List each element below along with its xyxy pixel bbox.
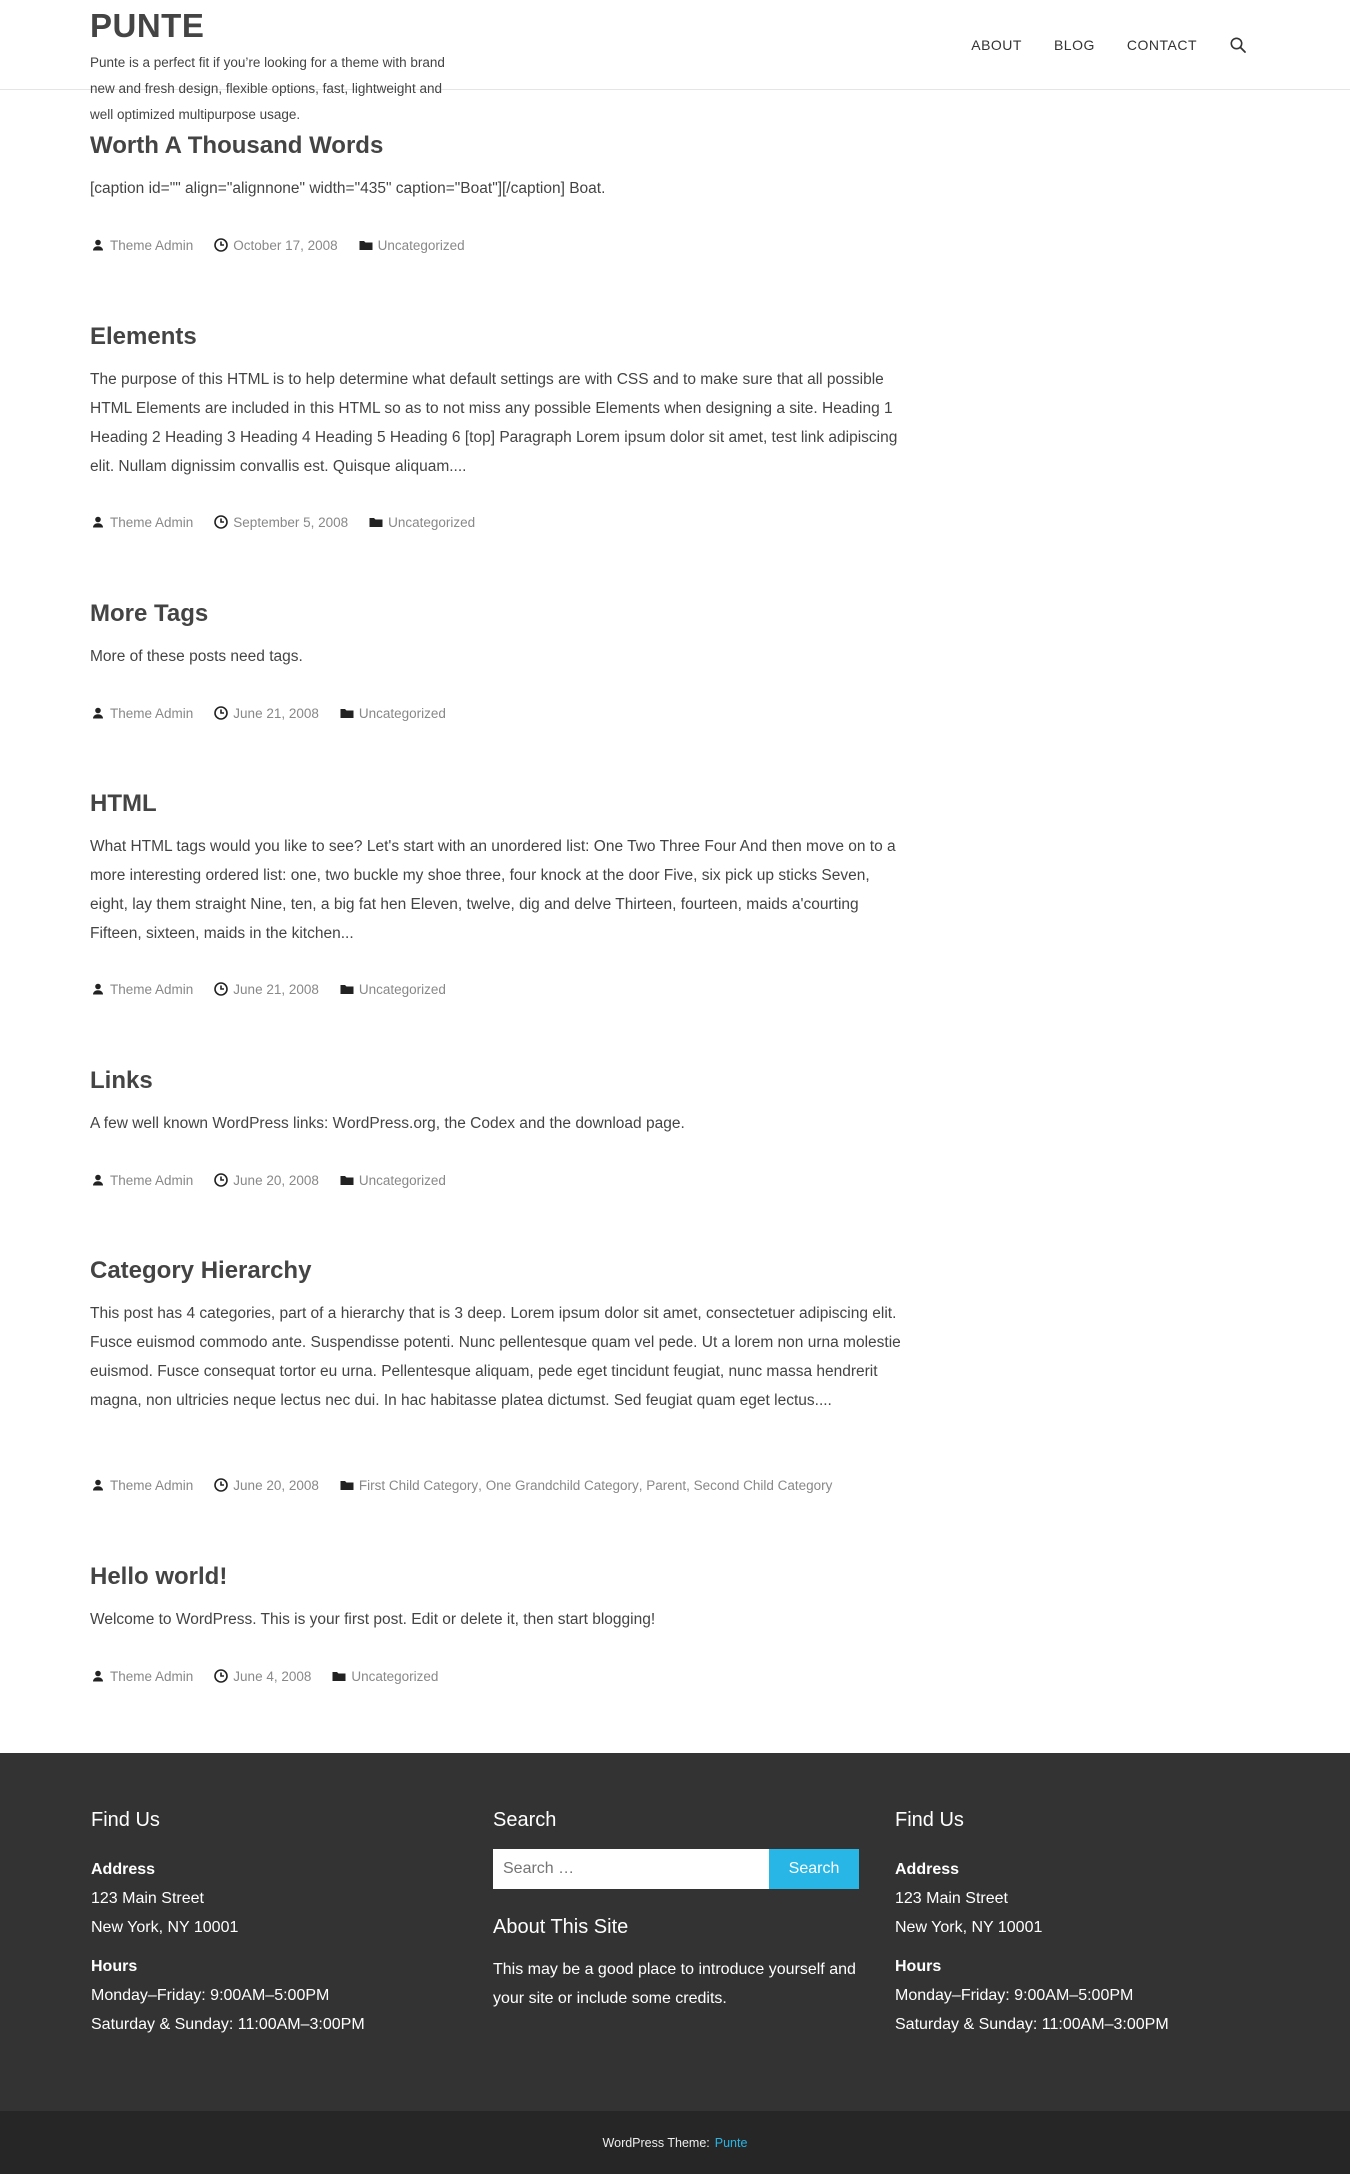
address-label: Address — [895, 1861, 960, 1878]
date-link[interactable]: June 20, 2008 — [233, 1477, 319, 1493]
widget-title: Find Us — [895, 1809, 964, 1831]
category-link[interactable]: Uncategorized — [351, 1668, 439, 1684]
site-title[interactable]: PUNTE — [90, 7, 205, 44]
post-item — [90, 131, 910, 253]
post-item — [90, 599, 910, 721]
post-categories — [331, 1668, 438, 1684]
folder-icon — [368, 514, 388, 530]
post-excerpt: More of these posts need tags. — [90, 648, 303, 665]
post-title[interactable]: Hello world! — [90, 1563, 228, 1590]
folder-icon — [339, 981, 359, 997]
post-date — [213, 514, 348, 530]
search-button[interactable]: Search — [769, 1849, 859, 1889]
post-author — [90, 514, 193, 530]
post-categories — [339, 1477, 833, 1493]
clock-icon — [213, 705, 233, 721]
site-info — [0, 2111, 1350, 2174]
folder-icon — [339, 1477, 359, 1493]
post-categories — [358, 237, 465, 253]
category-link[interactable]: Uncategorized — [377, 237, 465, 253]
address-label: Address — [91, 1861, 156, 1878]
author-link[interactable]: Theme Admin — [110, 981, 194, 997]
widget-title: Find Us — [91, 1809, 160, 1831]
clock-icon — [213, 514, 233, 530]
post-meta — [90, 1668, 458, 1684]
site-branding — [90, 8, 490, 128]
post-categories — [339, 1172, 446, 1188]
post-item — [90, 1256, 910, 1493]
folder-icon — [339, 1172, 359, 1188]
author-link[interactable]: Theme Admin — [110, 1172, 194, 1188]
widget-find-us-right — [895, 1808, 1275, 2039]
post-meta — [90, 514, 495, 530]
user-icon — [90, 514, 110, 530]
post-date — [213, 1477, 319, 1493]
date-link[interactable]: October 17, 2008 — [233, 237, 338, 253]
post-categories — [368, 514, 475, 530]
main-navigation — [971, 36, 1247, 54]
about-text: This may be a good place to introduce yourself and your site or include some credits. — [493, 1961, 856, 2007]
post-meta — [90, 1477, 852, 1493]
post-author — [90, 1172, 193, 1188]
hours-label: Hours — [895, 1958, 942, 1975]
category-link[interactable]: Uncategorized — [358, 1172, 446, 1188]
site-description: Punte is a perfect fit if you’re looking for a theme with brand new and fresh design, flexible options, fast, lightweight and well optimized multipurpose usage. — [90, 55, 445, 122]
hours-line: Saturday & Sunday: 11:00AM–3:00PM — [91, 2016, 365, 2033]
post-excerpt: What HTML tags would you like to see? Let's start with an unordered list: One Two Three Four And then move on to a more interesting ordered list: one, two buckle my shoe three, four knock at the door Five, six pick up sticks Seven, eight, lay them straight Nine, ten, a big fat hen Eleven, twelve, dig and delve Thirteen, fourteen, maids a'courting Fifteen, sixteen, maids in the kitchen... — [90, 838, 896, 942]
category-separator: , — [686, 1477, 694, 1493]
user-icon — [90, 1668, 110, 1684]
clock-icon — [213, 237, 233, 253]
post-categories — [339, 981, 446, 997]
category-link[interactable]: Uncategorized — [358, 705, 446, 721]
credit-text: WordPress Theme: — [602, 2135, 710, 2150]
search-form — [493, 1849, 873, 1889]
search-input[interactable] — [493, 1849, 769, 1889]
post-author — [90, 705, 193, 721]
post-title[interactable]: More Tags — [90, 600, 209, 627]
date-link[interactable]: June 20, 2008 — [233, 1172, 319, 1188]
category-link[interactable]: Second Child Category — [693, 1477, 833, 1493]
clock-icon — [213, 1668, 233, 1684]
folder-icon — [331, 1668, 351, 1684]
category-link[interactable]: Uncategorized — [358, 981, 446, 997]
date-link[interactable]: June 4, 2008 — [233, 1668, 312, 1684]
author-link[interactable]: Theme Admin — [110, 1668, 194, 1684]
address-line: New York, NY 10001 — [91, 1919, 239, 1936]
post-date — [213, 1668, 311, 1684]
post-meta — [90, 237, 485, 253]
post-item — [90, 1066, 910, 1188]
site-header — [0, 0, 1350, 122]
post-item — [90, 322, 910, 530]
post-meta — [90, 705, 466, 721]
category-separator: , — [478, 1477, 486, 1493]
date-link[interactable]: June 21, 2008 — [233, 981, 319, 997]
folder-icon — [358, 237, 378, 253]
nav-item-contact[interactable]: CONTACT — [1126, 37, 1197, 53]
post-excerpt: This post has 4 categories, part of a hierarchy that is 3 deep. Lorem ipsum dolor sit amet, consectetuer adipiscing elit. Fusce euismod commodo ante. Suspendisse potenti. Nunc pellentesque quam vel pede. Ut a lorem non urna molestie euismod. Fusce consequat tortor eu urna. Pellentesque aliquam, pede eget tincidunt feugiat, nunc massa hendrerit magna, non ultricies neque lectus nec dui. In hac habitasse platea dictumst. Sed feugiat quam eget lectus.... — [90, 1305, 901, 1409]
category-link[interactable]: Uncategorized — [388, 514, 476, 530]
address-line: New York, NY 10001 — [895, 1919, 1043, 1936]
nav-item-about[interactable]: ABOUT — [971, 37, 1022, 53]
folder-icon — [339, 705, 359, 721]
user-icon — [90, 1477, 110, 1493]
post-date — [213, 237, 337, 253]
category-link[interactable]: Parent — [646, 1477, 687, 1493]
clock-icon — [213, 1477, 233, 1493]
post-item — [90, 789, 910, 997]
date-link[interactable]: September 5, 2008 — [233, 514, 349, 530]
post-author — [90, 1477, 193, 1493]
nav-item-blog[interactable]: BLOG — [1053, 37, 1095, 53]
post-title[interactable]: Category Hierarchy — [90, 1257, 312, 1284]
date-link[interactable]: June 21, 2008 — [233, 705, 319, 721]
widget-title: About This Site — [493, 1916, 629, 1938]
post-title[interactable]: Links — [90, 1067, 153, 1094]
user-icon — [90, 237, 110, 253]
post-item — [90, 1562, 910, 1684]
footer-widgets — [0, 1753, 1350, 2111]
hours-line: Monday–Friday: 9:00AM–5:00PM — [895, 1987, 1134, 2004]
post-excerpt: [caption id="" align="alignnone" width="435" caption="Boat"][/caption] Boat. — [90, 180, 606, 197]
post-title[interactable]: Elements — [90, 323, 197, 350]
post-author — [90, 1668, 193, 1684]
user-icon — [90, 981, 110, 997]
clock-icon — [213, 981, 233, 997]
hours-label: Hours — [91, 1958, 138, 1975]
post-title[interactable]: Worth A Thousand Words — [90, 132, 384, 159]
post-date — [213, 1172, 319, 1188]
post-excerpt: A few well known WordPress links: WordPress.org, the Codex and the download page. — [90, 1115, 685, 1132]
widget-find-us-left — [91, 1808, 471, 2039]
author-link[interactable]: Theme Admin — [110, 237, 194, 253]
post-date — [213, 705, 319, 721]
post-author — [90, 237, 193, 253]
post-excerpt: Welcome to WordPress. This is your first post. Edit or delete it, then start blogging! — [90, 1611, 656, 1628]
address-line: 123 Main Street — [895, 1890, 1008, 1907]
author-link[interactable]: Theme Admin — [110, 514, 194, 530]
author-link[interactable]: Theme Admin — [110, 1477, 194, 1493]
category-separator: , — [638, 1477, 647, 1493]
post-meta — [90, 981, 466, 997]
post-title[interactable]: HTML — [90, 790, 157, 817]
widget-search — [493, 1808, 873, 2013]
post-categories — [339, 705, 446, 721]
post-date — [213, 981, 319, 997]
address-line: 123 Main Street — [91, 1890, 204, 1907]
post-author — [90, 981, 193, 997]
category-link[interactable]: One Grandchild Category — [485, 1477, 639, 1493]
clock-icon — [213, 1172, 233, 1188]
user-icon — [90, 1172, 110, 1188]
search-icon[interactable] — [1229, 36, 1247, 54]
credit-link[interactable]: Punte — [714, 2135, 748, 2150]
hours-line: Saturday & Sunday: 11:00AM–3:00PM — [895, 2016, 1169, 2033]
author-link[interactable]: Theme Admin — [110, 705, 194, 721]
post-excerpt: The purpose of this HTML is to help determine what default settings are with CSS and to make sure that all possible HTML Elements are included in this HTML so as to not miss any possible Elements when designing a site. Heading 1 Heading 2 Heading 3 Heading 4 Heading 5 Heading 6 [top] Paragraph Lorem ipsum dolor sit amet, test link adipiscing elit. Nullam dignissim convallis est. Quisque aliquam.... — [90, 371, 898, 475]
hours-line: Monday–Friday: 9:00AM–5:00PM — [91, 1987, 330, 2004]
post-meta — [90, 1172, 466, 1188]
user-icon — [90, 705, 110, 721]
category-link[interactable]: First Child Category — [358, 1477, 479, 1493]
widget-title: Search — [493, 1809, 557, 1831]
